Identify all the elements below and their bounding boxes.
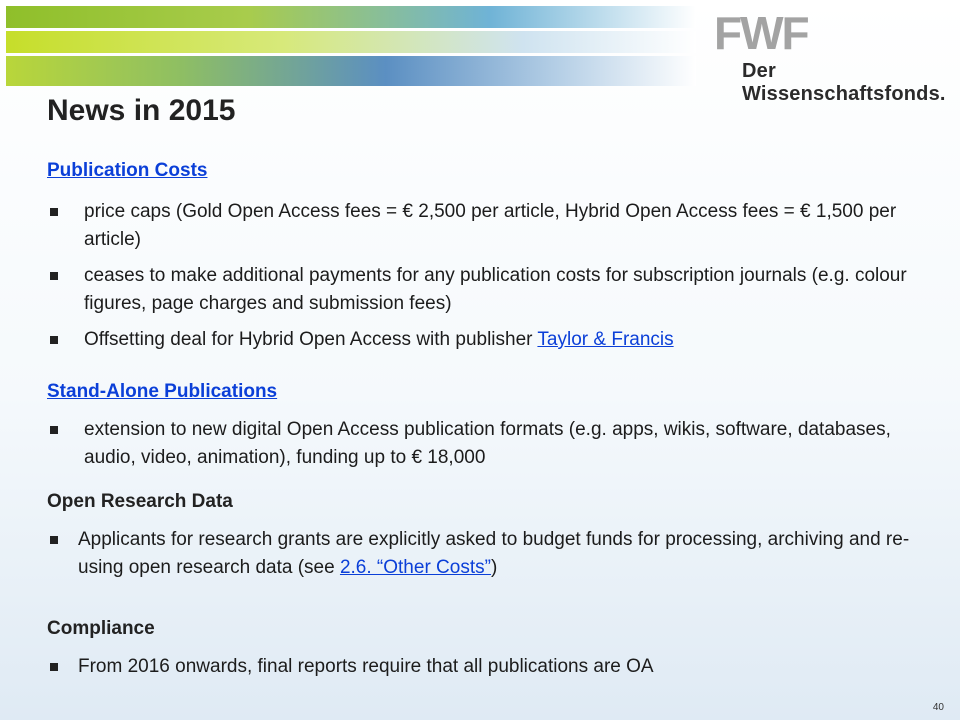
compliance-heading: Compliance [47, 618, 155, 639]
bullet-square-icon [50, 336, 58, 344]
header-band-bottom [6, 56, 696, 86]
slide-title: News in 2015 [47, 94, 236, 127]
bullet-square-icon [50, 663, 58, 671]
bullet-text: price caps (Gold Open Access fees = € 2,500 per article, Hybrid Open Access fees = € 1,500 per article) [84, 201, 897, 250]
bullet-text: From 2016 onwards, final reports require that all publications are OA [78, 656, 654, 677]
stand-alone-publications-link[interactable]: Stand-Alone Publications [47, 381, 278, 402]
list-item [48, 326, 928, 354]
logo-subtitle: Der Wissenschaftsfonds. [742, 60, 946, 105]
bullet-text [78, 526, 928, 582]
fwf-logo: FWF [714, 7, 808, 59]
bullet-square-icon [50, 272, 58, 280]
bullet-text: ceases to make additional payments for any publication costs for subscription journals (e.g. colour figures, page charges and submission fees) [84, 265, 907, 314]
bullet-text-part: ) [490, 557, 498, 578]
open-research-data-heading: Open Research Data [47, 491, 233, 512]
page-number: 40 [932, 702, 944, 713]
list-item [48, 526, 928, 582]
header-band-top [6, 6, 696, 28]
bullet-text: extension to new digital Open Access publication formats (e.g. apps, wikis, software, databases, audio, video, animation), funding up to € 18,000 [84, 419, 891, 468]
list-item [48, 262, 928, 318]
bullet-text-part: Applicants for research grants are explicitly asked to budget funds for processing, archiving and re-using open research data (see [78, 529, 910, 578]
list-item [48, 653, 928, 681]
bullet-text [84, 326, 928, 354]
list-item [48, 416, 928, 472]
bullet-square-icon [50, 426, 58, 434]
bullet-text-part: Offsetting deal for Hybrid Open Access with publisher [84, 329, 538, 350]
bullet-square-icon [50, 208, 58, 216]
taylor-francis-link[interactable]: Taylor & Francis [537, 329, 674, 350]
header-band-middle [6, 31, 696, 53]
list-item [48, 198, 928, 254]
publication-costs-link[interactable]: Publication Costs [47, 160, 208, 181]
bullet-square-icon [50, 536, 58, 544]
other-costs-link[interactable]: 2.6. “Other Costs” [339, 557, 491, 578]
